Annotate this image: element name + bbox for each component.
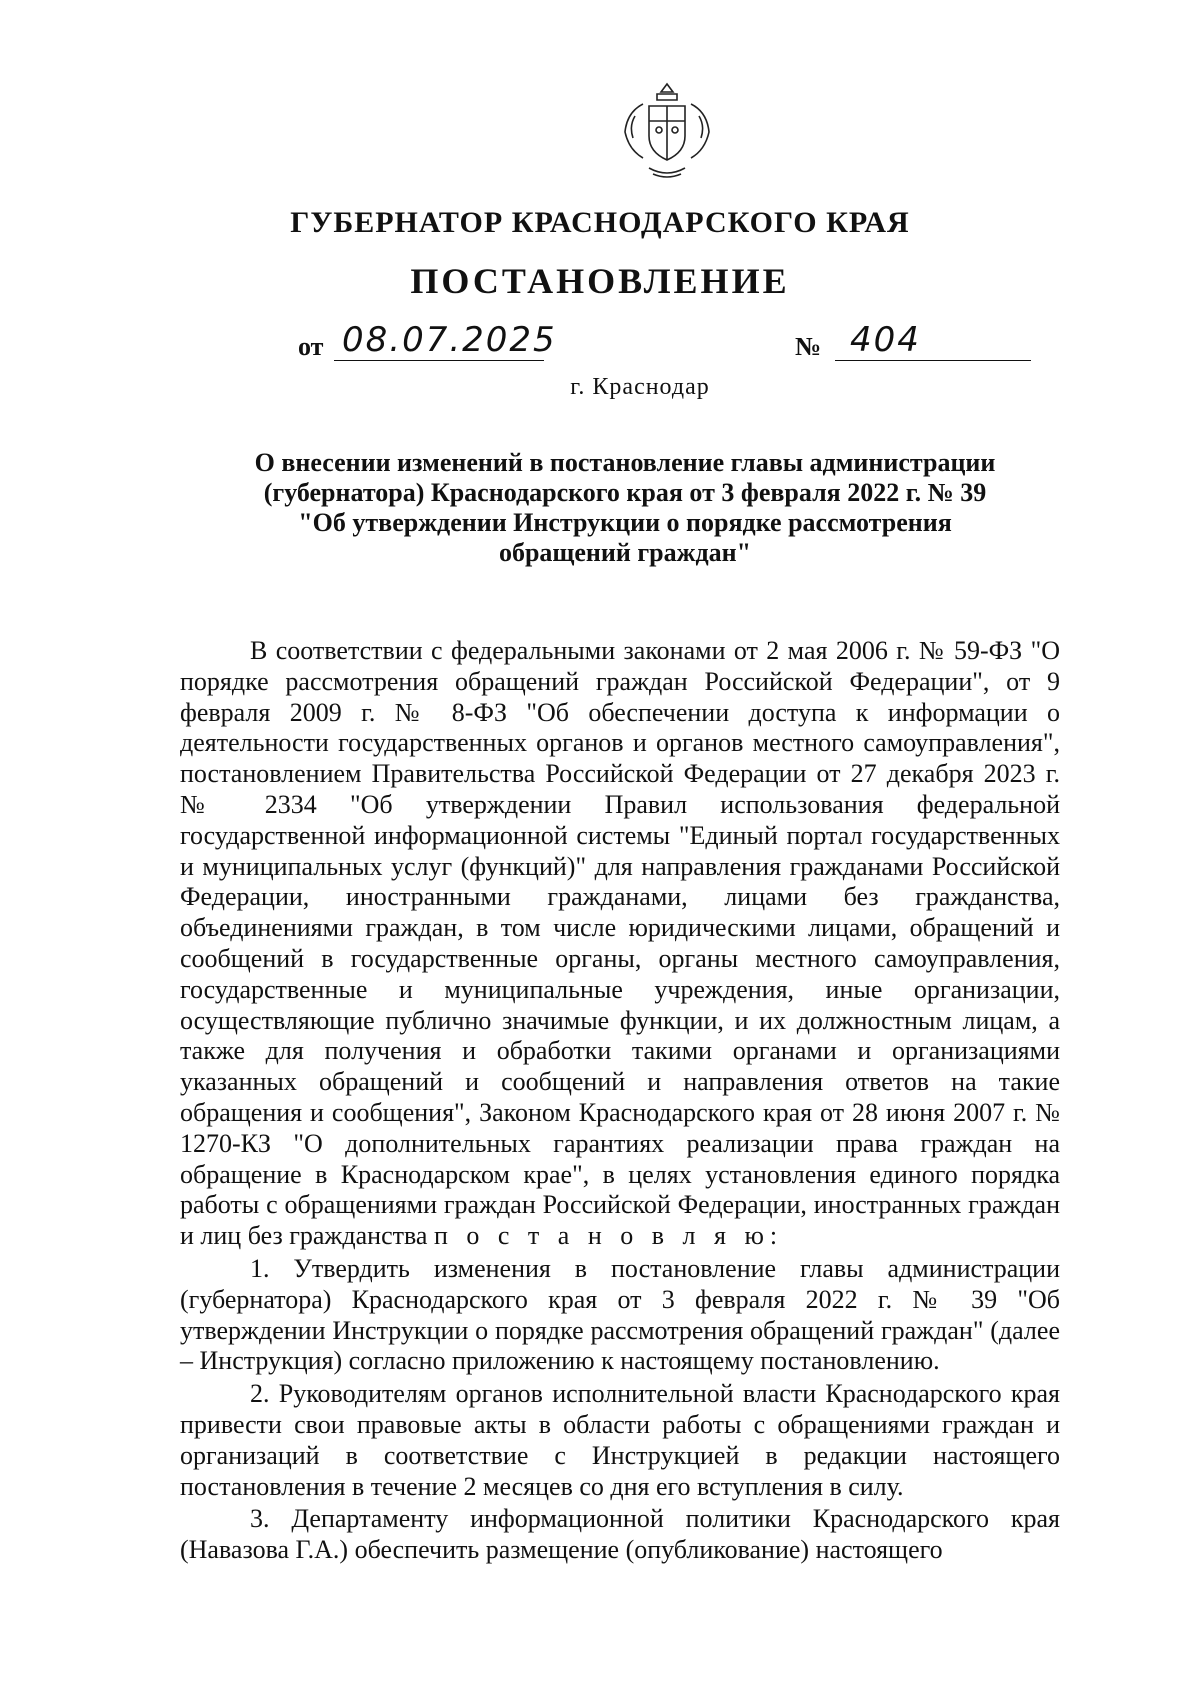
title-line: О внесении изменений в постановление главы администрации <box>254 448 996 477</box>
number-underline <box>835 360 1031 361</box>
number-prefix: № <box>795 332 822 361</box>
clause-paragraph: 2. Руководителям органов исполнительной власти Краснодарского края привести свои правовые акты в области работы с обращениями граждан и организаций в соответствие с Инструкцией в редакции настоящего постановления в течение 2 месяцев со дня его вступления в силу. <box>180 1379 1060 1501</box>
title-line: (губернатора) Краснодарского края от 3 февраля 2022 г. № 39 <box>263 478 987 507</box>
date-prefix: от <box>298 332 324 361</box>
city-label: г. Краснодар <box>570 374 710 400</box>
date-underline <box>334 360 544 361</box>
document-number: 404 <box>850 320 921 360</box>
title-line: обращений граждан" <box>498 538 752 567</box>
title-line: "Об утверждении Инструкции о порядке рассмотрения <box>298 508 952 537</box>
document-date: 08.07.2025 <box>342 320 557 360</box>
preamble-paragraph <box>180 636 1060 1252</box>
clause-paragraph: 3. Департаменту информационной политики Краснодарского края (Навазова Г.А.) обеспечить размещение (опубликование) настоящего <box>180 1504 1060 1565</box>
resolve-word: п о с т а н о в л я ю: <box>433 1221 784 1251</box>
clause-paragraph: 1. Утвердить изменения в постановление главы администрации (губернатора) Краснодарского края от 3 февраля 2022 г. № 39 "Об утверждении Инструкции о порядке рассмотрения обращений граждан" (далее – Инструкция) согласно приложению к настоящему постановлению. <box>180 1253 1060 1376</box>
date-number-line <box>0 320 1200 364</box>
document-title <box>240 448 1010 568</box>
issuer-heading: ГУБЕРНАТОР КРАСНОДАРСКОГО КРАЯ <box>290 206 910 239</box>
document-body <box>180 636 1060 1568</box>
preamble-text: В соответствии с федеральными законами от 2 мая 2006 г. № 59-ФЗ "О порядке рассмотрения обращений граждан Российской Федерации", от 9 февраля 2009 г. № 8-ФЗ "Об обеспечении доступа к информации о деятельности государственных органов и органов местного самоуправления", постановлением Правительства Российской Федерации от 27 декабря 2023 г. № 2334 "Об утверждении Правил использования федеральной государственной информационной системы "Единый портал государственных и муниципальных услуг (функций)" для направления гражданами Российской Федерации, иностранными гражданами, лицами без гражданства, объединениями граждан, в том числе юридическими лицами, обращений и сообщений в государственные органы, органы местного самоуправления, государственные и муниципальные учреждения, иные организации, осуществляющие публично значимые функции, и их должностным лицам, а также для получения и обработки такими органами и организациями указанных обращений и сообщений и направления ответов на такие обращения и сообщения", Законом Краснодарского края от 28 июня 2007 г. № 1270-КЗ "О дополнительных гарантиях реализации права граждан на обращение в Краснодарском крае", в целях установления единого порядка работы с обращениями граждан Российской Федерации, иностранных граждан и лиц без гражданства <box>180 636 1060 1251</box>
document-type-heading: ПОСТАНОВЛЕНИЕ <box>410 261 790 301</box>
coat-of-arms-icon <box>613 76 721 184</box>
